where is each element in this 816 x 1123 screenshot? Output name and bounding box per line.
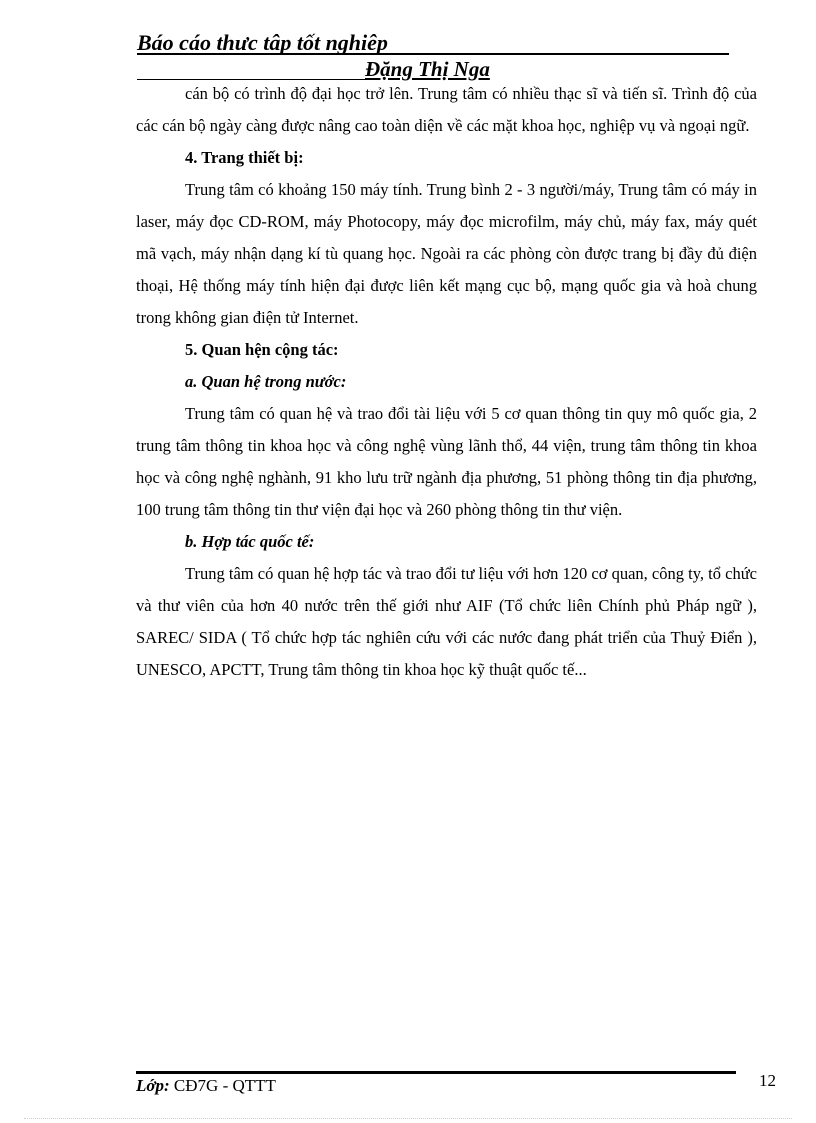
section-heading-equipment: 4. Trang thiết bị: xyxy=(185,148,304,167)
paragraph-staff: cán bộ có trình độ đại học trở lên. Trung tâm có nhiều thạc sĩ và tiến sĩ. Trình độ của các cán bộ ngày càng được nâng cao toàn diện về các mặt khoa học, nghiệp vụ và ngoại ngữ. xyxy=(136,84,757,135)
footer-class xyxy=(136,1076,276,1096)
footer-rule xyxy=(136,1071,736,1074)
page-number: 12 xyxy=(759,1071,776,1090)
header-author: Đặng Thị Nga xyxy=(365,57,490,81)
section-heading-cooperation: 5. Quan hện cộng tác: xyxy=(185,340,339,359)
paragraph-international: Trung tâm có quan hệ hợp tác và trao đổi tư liệu với hơn 120 cơ quan, công ty, tổ chức và thư viên của hơn 40 nước trên thế giới như AIF (Tổ chức liên Chính phủ Pháp ngữ ), SAREC/ SIDA ( Tổ chức hợp tác nghiên cứu với các nước đang phát triển của Thuỷ Điển ), UNESCO, APCTT, Trung tâm thông tin khoa học kỹ thuật quốc tế... xyxy=(136,564,757,679)
footer-class-label: Lớp: xyxy=(136,1076,170,1095)
body-content xyxy=(136,78,757,686)
paragraph-domestic: Trung tâm có quan hệ và trao đổi tài liệu với 5 cơ quan thông tin quy mô quốc gia, 2 trung tâm thông tin khoa học và công nghệ vùng lãnh thổ, 44 viện, trung tâm thông tin khoa học và công nghệ nghành, 91 kho lưu trữ ngành địa phương, 51 phòng thông tin địa phương, 100 trung tâm thông tin thư viện đại học và 260 phòng thông tin thư viện. xyxy=(136,404,757,519)
header-rule xyxy=(137,53,729,55)
paragraph-equipment: Trung tâm có khoảng 150 máy tính. Trung bình 2 - 3 người/máy, Trung tâm có máy in laser, máy đọc CD-ROM, máy Photocopy, máy đọc microfilm, máy chủ, máy fax, máy quét mã vạch, máy nhận dạng kí tù quang học. Ngoài ra các phòng còn được trang bị đầy đủ điện thoại, Hệ thống máy tính hiện đại được liên kết mạng cục bộ, mạng quốc gia và hoà chung trong không gian điện tử Internet. xyxy=(136,180,757,327)
subheading-international: b. Hợp tác quốc tế: xyxy=(185,532,315,551)
footer-class-value: CĐ7G - QTTT xyxy=(169,1076,276,1095)
header-title: Báo cáo thưc tâp tốt nghiêp xyxy=(137,30,388,55)
page-bottom-dotted-line xyxy=(24,1118,792,1119)
subheading-domestic: a. Quan hệ trong nước: xyxy=(185,372,347,391)
